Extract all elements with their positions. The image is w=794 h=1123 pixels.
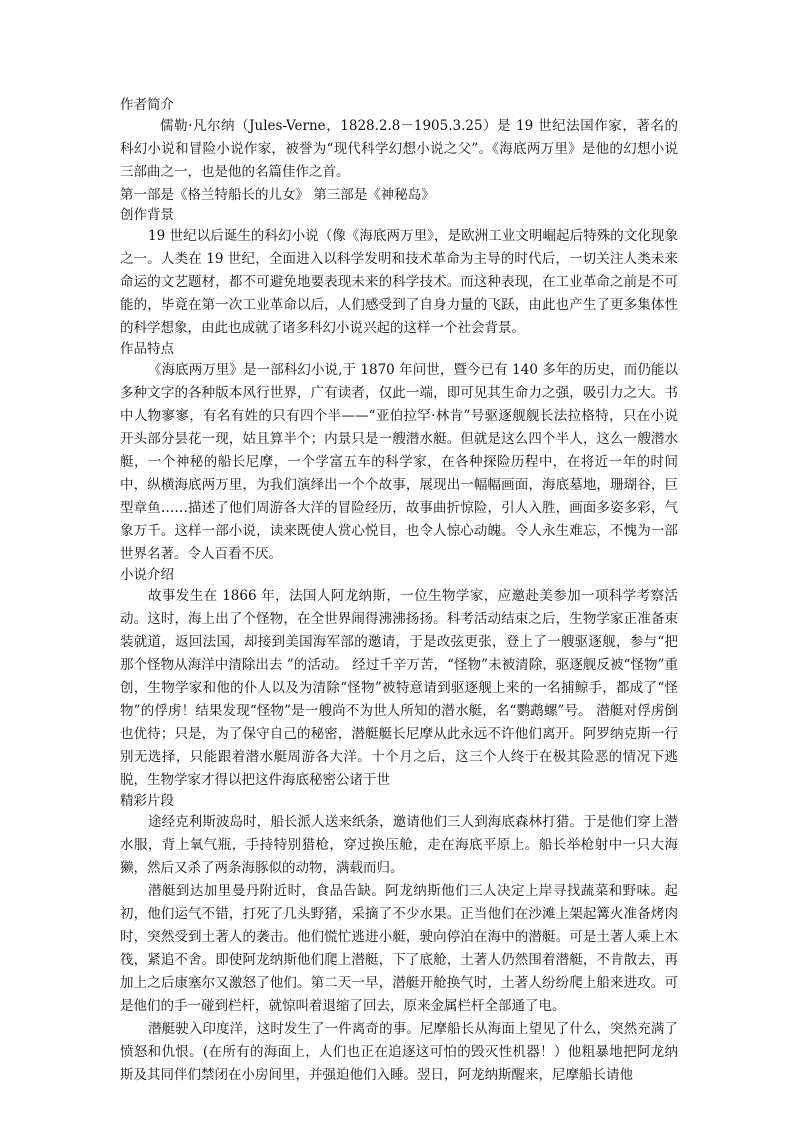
features-heading: 作品特点: [120, 341, 174, 357]
excerpt-paragraph-3: 潜艇驶入印度洋，这时发生了一件离奇的事。尼摩船长从海面上望见了什么，突然充满了愤怒和仇恨。(在所有的海面上，人们也正在追逐这可怕的毁灭性机器！）他粗暴地把阿龙纳斯及其同伴们禁闭在小房间里，并强迫他们入睡。翌日，阿龙纳斯醒来，尼摩船长请他: [120, 1021, 678, 1083]
excerpt-paragraph-1: 途经克利斯波岛时，船长派人送来纸条，邀请他们三人到海底森林打猎。于是他们穿上潜水服，背上氧气瓶，手持特别猎枪，穿过换压舱，走在海底平原上。船长举枪射中一只大海獭，然后又杀了两条海豚似的动物，满载而归。: [120, 814, 678, 876]
features-paragraph: 《海底两万里》是一部科幻小说,于 1870 年问世，暨今已有 140 多年的历史，而仍能以多种文字的各种版本风行世界，广有读者，仅此一端，即可见其生命力之强，吸引力之大。书中人物寥寥，有名有姓的只有四个半——“亚伯拉罕·林肯”号驱逐舰舰长法拉格特，只在小说开头部分昙花一现，姑且算半个；内景只是一艘潜水艇。但就是这么四个半人，这么一艘潜水艇，一个神秘的船长尼摩，一个学富五车的科学家，在各种探险历程中，在将近一年的时间中，纵横海底两万里，为我们演绎出一个个故事，展现出一幅幅画面，海底墓地，珊瑚谷，巨型章鱼……描述了他们周游各大洋的冒险经历，故事曲折惊险，引人入胜，画面多姿多彩，气象万千。这样一部小说，读来既使人赏心悦目，也令人惊心动魄。令人永生难忘，不愧为一部世界名著。令人百看不厌。: [120, 362, 678, 562]
intro-heading: 小说介绍: [120, 567, 174, 583]
author-heading: 作者简介: [120, 97, 174, 113]
author-paragraph: 儒勒·凡尔纳（Jules-Verne，1828.2.8－1905.3.25）是 19 世纪法国作家，著名的科幻小说和冒险小说作家，被誉为“现代科学幻想小说之父”。《海底两万里》是他的幻想小说三部曲之一，也是他的名篇佳作之首。: [120, 118, 678, 180]
excerpt-paragraph-2: 潜艇到达加里曼丹附近时，食品告缺。阿龙纳斯他们三人决定上岸寻找蔬菜和野味。起初，他们运气不错，打死了几头野猪，采摘了不少水果。正当他们在沙滩上架起篝火准备烤肉时，突然受到土著人的袭击。他们慌忙逃进小艇，驶向停泊在海中的潜艇。可是土著人乘上木筏，紧追不舍。即使阿龙纳斯他们爬上潜艇，下了底舱，土著人仍然围着潜艇，不肯散去，再加上之后康塞尔又激怒了他们。第二天一早，潜艇开舱换气时，土著人纷纷爬上船来进攻。可是他们的手一碰到栏杆，就惊叫着退缩了回去，原来金属栏杆全部通了电。: [120, 883, 678, 1014]
document-page: [120, 96, 678, 1087]
trilogy-line: 第一部是《格兰特船长的儿女》 第三部是《神秘岛》: [120, 187, 435, 203]
background-heading: 创作背景: [120, 207, 174, 223]
excerpts-heading: 精彩片段: [120, 793, 174, 809]
background-paragraph: 19 世纪以后诞生的科幻小说（像《海底两万里》，是欧洲工业文明崛起后特殊的文化现象之一。人类在 19 世纪，全面进入以科学发明和技术革命为主导的时代后，一切关注人类未来命运的文艺题材，都不可避免地要表现未来的科学技术。而这种表现，在工业革命之前是不可能的，毕竟在第一次工业革命以后，人们感受到了自身力量的飞跃，由此也产生了更多集体性的科学想象，由此也成就了诸多科幻小说兴起的这样一个社会背景。: [120, 228, 678, 336]
intro-paragraph: 故事发生在 1866 年，法国人阿龙纳斯，一位生物学家，应邀赴美参加一项科学考察活动。这时，海上出了个怪物，在全世界闹得沸沸扬扬。科考活动结束之后，生物学家正准备束装就道，返回法国，却接到美国海军部的邀请，于是改弦更张，登上了一艘驱逐舰，参与“把那个怪物从海洋中清除出去 ”的活动。 经过千辛万苦，“怪物”未被清除，驱逐舰反被“怪物”重创，生物学家和他的仆人以及为清除“怪物”被特意请到驱逐舰上来的一名捕鲸手，都成了“怪物”的俘虏！结果发现“怪物”是一艘尚不为世人所知的潜水艇，名“鹦鹉螺”号。 潜艇对俘虏倒也优待；只是，为了保守自己的秘密，潜艇艇长尼摩从此永远不许他们离开。阿罗纳克斯一行别无选择，只能跟着潜水艇周游各大洋。十个月之后，这三个人终于在极其险恶的情况下逃脱，生物学家才得以把这件海底秘密公诸于世: [120, 588, 678, 788]
